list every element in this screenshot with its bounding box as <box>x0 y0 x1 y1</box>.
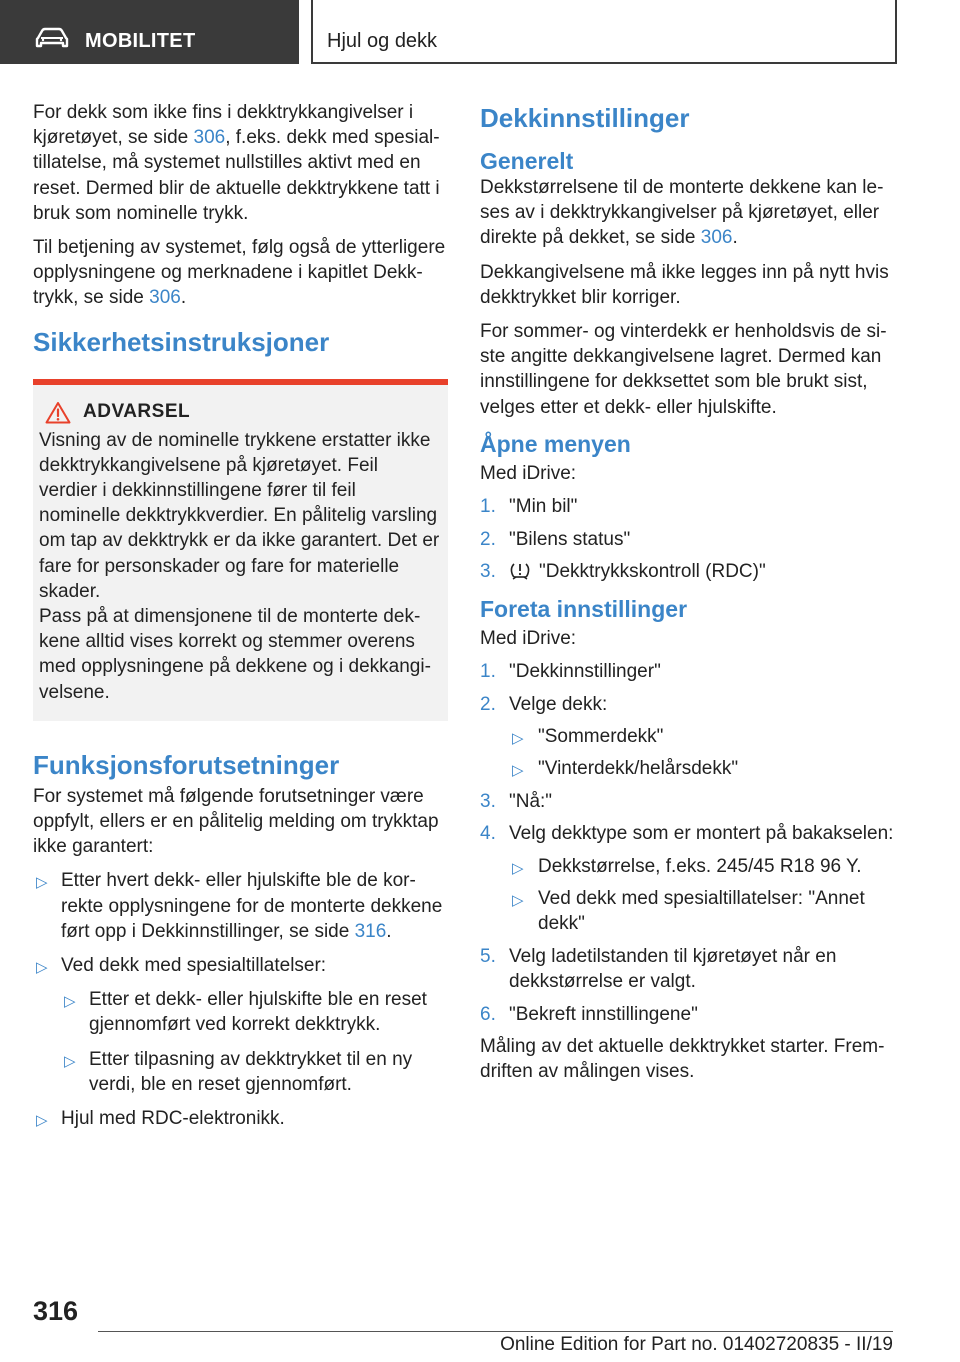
header-section-tab <box>0 0 299 64</box>
bullet-triangle-icon: ▷ <box>36 874 48 892</box>
general-paragraph-2: Dekkangivelsene må ikke legges inn på nytt hvis dekktrykket blir korriger. <box>480 261 889 308</box>
list-item: 2. "Bilens status" <box>480 528 631 550</box>
list-item: ▷ Etter tilpasning av dekktrykket til en ny verdi, ble en reset gjennomført. <box>64 1048 413 1095</box>
safety-heading: Sikkerhetsinstruksjoner <box>33 326 330 357</box>
intro-paragraph-1: For dekk som ikke fins i dekktrykkangivelser i kjøretøyet, se side 306, f.eks. dekk med spesialtillatelse, må systemet nullstilles aktivt med en reset. Dermed blir de aktuelle dekktrykkene tatt i bruk som nominelle trykk. <box>33 102 440 224</box>
list-item: 3. "Nå:" <box>480 790 553 812</box>
closing-paragraph: Måling av det aktuelle dekktrykket starter. Fremdriften av målingen vises. <box>480 1036 885 1083</box>
bullet-triangle-icon: ▷ <box>512 859 524 877</box>
list-item: 2. Velge dekk: ▷ "Sommerdekk" ▷ "Vinterdekk/helårsdekk" <box>480 692 898 782</box>
list-item: ▷ "Sommerdekk" <box>509 724 898 749</box>
func-intro: For systemet må følgende forutsetninger være oppfylt, ellers er en pålitelig melding om trykktap ikke garantert: <box>33 785 439 858</box>
settings-heading: Foreta innstillinger <box>480 595 688 622</box>
header-chapter-title: Hjul og dekk <box>327 30 438 52</box>
page-link-306[interactable]: 306 <box>149 287 181 309</box>
footer-rule <box>98 1331 893 1332</box>
bullet-triangle-icon: ▷ <box>36 1112 48 1130</box>
open-menu-intro: Med iDrive: <box>480 462 577 484</box>
header-section-title: MOBILITET <box>85 30 196 52</box>
list-item: ▷ Etter hvert dekk- eller hjulskifte ble de korrekte opplysningene for de monterte dekkene ført opp i Dekkinnstillinger, se side 316. <box>36 870 443 942</box>
bullet-triangle-icon: ▷ <box>36 959 48 977</box>
header-chapter-box <box>311 0 897 64</box>
intro-paragraph-2: Til betjening av systemet, følg også de ytterligere opplysningene og merknadene i kapitlet Dekktrykk, se side 306. <box>33 237 446 309</box>
page-link-306[interactable]: 306 <box>700 227 733 249</box>
right-column <box>480 100 898 1094</box>
open-menu-heading: Åpne menyen <box>480 430 631 457</box>
list-item: 3. "Dekktrykkskontroll (RDC)" <box>480 561 766 583</box>
list-item: 4. Velg dekktype som er montert på bakakselen: ▷ Dekkstørrelse, f.eks. 245/45 R18 96 Y. ▷ Ved dekk med spesialtillatelser: "Annet dekk" <box>480 821 898 936</box>
page-link-316[interactable]: 316 <box>354 920 387 942</box>
warning-text-1: Visning av de nominelle trykkene erstatter ikke dekktrykkangivelsene på kjøretøyet. Feil verdier i dekkinnstillingene fører til feil nominelle dekktrykkverdier. En pålitelig varsling om tap av dekktrykk er da ikke garantert. Det er fare for personskader og fare for materielle skader. <box>39 429 440 602</box>
page-link-306[interactable]: 306 <box>193 127 226 149</box>
warning-box <box>33 385 448 721</box>
left-column <box>33 100 448 1140</box>
footer-edition: Online Edition for Part no. 01402720835 - II/19 <box>500 1334 893 1355</box>
car-icon <box>35 27 69 49</box>
sub-list <box>61 987 448 1097</box>
warning-title: ADVARSEL <box>83 401 191 423</box>
bullet-triangle-icon: ▷ <box>512 729 524 747</box>
bullet-triangle-icon: ▷ <box>64 993 76 1011</box>
tire-settings-heading: Dekkinnstillinger <box>480 103 690 133</box>
settings-intro: Med iDrive: <box>480 627 577 649</box>
sub-list <box>509 854 898 937</box>
list-item: 6. "Bekreft innstillingene" <box>480 1003 698 1025</box>
bullet-triangle-icon: ▷ <box>512 891 524 909</box>
general-paragraph-1: Dekkstørrelsene til de monterte dekkene kan leses av i dekktrykkangivelser på kjøretøyet, eller direkte på dekket, se side 306. <box>480 177 884 249</box>
page-number: 316 <box>33 1296 79 1326</box>
list-item: ▷ Ved dekk med spesialtillatelser: "Annet dekk" <box>512 887 865 934</box>
list-item: 1. "Min bil" <box>480 496 578 518</box>
list-item: ▷ Hjul med RDC-elektronikk. <box>33 1106 448 1131</box>
general-heading: Generelt <box>480 148 574 174</box>
func-heading: Funksjonsforutsetninger <box>33 749 340 780</box>
list-item: ▷ Dekkstørrelse, f.eks. 245/45 R18 96 Y. <box>509 854 898 879</box>
list-item: ▷ "Vinterdekk/helårsdekk" <box>509 756 898 781</box>
tire-pressure-icon <box>509 559 531 581</box>
warning-text-2: Pass på at dimensjonene til de monterte dekkene alltid vises korrekt og stemmer overens med opplysningene på dekkene og i dekkangivelsene. <box>39 606 431 703</box>
sub-list <box>509 724 898 781</box>
requirements-list <box>33 868 448 1131</box>
bullet-triangle-icon: ▷ <box>512 761 524 779</box>
settings-steps <box>480 659 898 1027</box>
list-item: 5. Velg ladetilstanden til kjøretøyet når en dekkstørrelse er valgt. <box>480 945 837 992</box>
list-item: 1. "Dekkinnstillinger" <box>480 660 661 682</box>
bullet-triangle-icon: ▷ <box>64 1052 76 1070</box>
list-item: ▷ Ved dekk med spesialtillatelser: ▷ Etter et dekk- eller hjulskifte ble en reset gjennomført ved korrekt dekktrykk. ▷ Etter tilpasning av dekktrykket til en ny verdi, ble en reset gjennomført. <box>33 953 448 1097</box>
warning-triangle-icon <box>45 401 71 424</box>
open-menu-steps <box>480 494 898 585</box>
list-item: ▷ Etter et dekk- eller hjulskifte ble en reset gjennomført ved korrekt dekktrykk. <box>64 989 427 1036</box>
general-paragraph-3: For sommer- og vinterdekk er henholdsvis de siste angitte dekkangivelsene lagret. Dermed kan innstillingene for dekksettet som ble brukt sist, velges etter et dekk- eller hjulskifte. <box>480 321 887 418</box>
